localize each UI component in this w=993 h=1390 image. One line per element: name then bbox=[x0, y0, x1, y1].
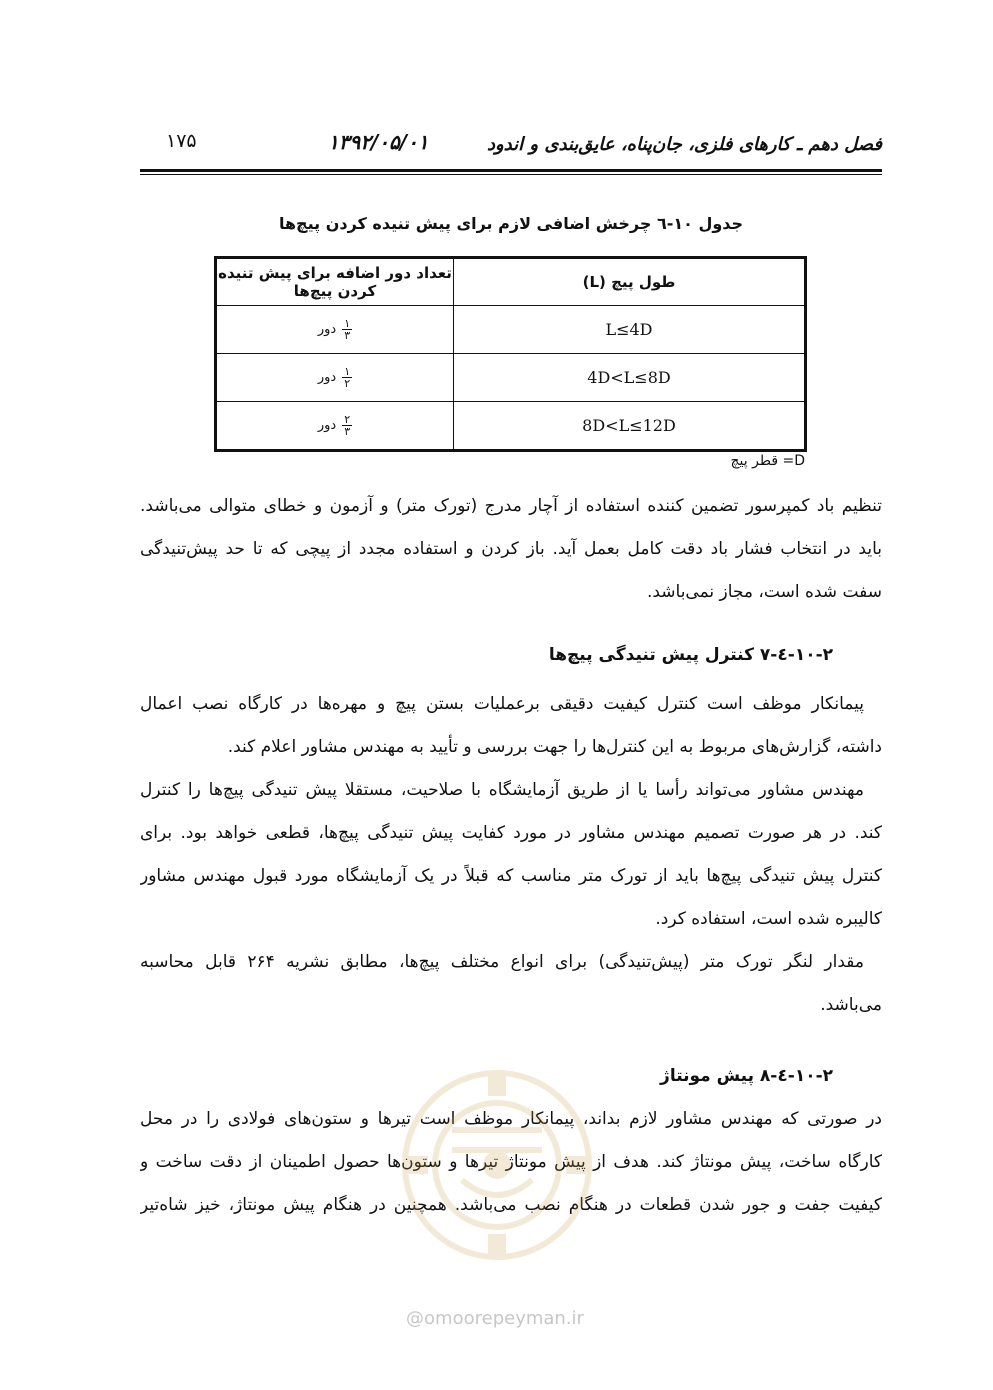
fraction: $\frac{۱}{۳}$ bbox=[344, 317, 351, 342]
text-line: کیفیت جفت و جور شدن قطعات در هنگام نصب می‌باشد. همچنین در هنگام پیش مونتاژ، خیز شاه‌تیر bbox=[140, 1195, 882, 1215]
section-heading-7: ۱۰-۲-٤-۷ کنترل پیش تنیدگی پیچ‌ها bbox=[548, 645, 833, 665]
fraction: $\frac{۲}{۳}$ bbox=[344, 413, 351, 438]
text-line: مقدار لنگر تورک متر (پیش‌تنیدگی) برای انواع مختلف پیچ‌ها، مطابق نشریه ۲۶۴ قابل محاسبه bbox=[140, 952, 864, 972]
bolt-turn-table bbox=[214, 256, 807, 452]
paragraph-engineer bbox=[140, 769, 882, 941]
section-heading-8: ۱۰-۲-٤-۸ پیش مونتاژ bbox=[660, 1066, 833, 1086]
fraction: $\frac{۱}{۲}$ bbox=[344, 365, 351, 390]
page-number: ۱۷۵ bbox=[166, 130, 197, 152]
text-line: پیمانکار موظف است کنترل کیفیت دقیقی برعملیات بستن پیچ و مهره‌ها در کارگاه نصب اعمال bbox=[140, 694, 864, 714]
text-line: داشته، گزارش‌های مربوط به این کنترل‌ها را جهت بررسی و تأیید به مهندس مشاور اعلام کند. bbox=[227, 737, 882, 757]
paragraph-compressor bbox=[140, 485, 882, 614]
chapter-title: فصل دهم ـ کارهای فلزی، جان‌پناه، عایق‌بندی و اندود bbox=[486, 134, 882, 155]
watermark-logo-icon bbox=[392, 1060, 602, 1270]
length-cell: 8D<L≤12D bbox=[582, 416, 676, 435]
header-date: ۱۳۹۲/۰۵/۰۱ bbox=[328, 130, 429, 154]
table-note: D= قطر پیچ bbox=[730, 453, 805, 469]
text-line: کند. در هر صورت تصمیم مهندس مشاور در مورد کفایت پیش تنیدگی پیچ‌ها، قطعی خواهد بود. برای bbox=[140, 823, 882, 843]
header-turns: تعداد دور اضافه برای پیش تنیده کردن پیچ‌ها bbox=[216, 258, 454, 306]
paragraph-contractor bbox=[140, 683, 882, 769]
length-cell: L≤4D bbox=[605, 320, 653, 339]
table-row bbox=[216, 306, 806, 354]
text-line: در صورتی که مهندس مشاور لازم بداند، پیمانکار موظف است تیرها و ستون‌های فولادی را در محل bbox=[140, 1109, 882, 1129]
text-line: مهندس مشاور می‌تواند رأسا یا از طریق آزمایشگاه با صلاحیت، مستقلا پیش تنیدگی پیچ‌ها را کنترل bbox=[140, 780, 864, 800]
length-cell: 4D<L≤8D bbox=[587, 368, 671, 387]
running-header bbox=[140, 128, 882, 164]
turns-cell: $\frac{۱}{۲}$ دور bbox=[216, 354, 454, 402]
watermark-site: @omoorepeyman.ir bbox=[406, 1308, 584, 1329]
text-line: می‌باشد. bbox=[820, 995, 882, 1015]
text-line: کارگاه ساخت، پیش مونتاژ کند. هدف از پیش مونتاژ تیرها و ستون‌ها حصول اطمینان از دقت ساخت و bbox=[140, 1152, 882, 1172]
text-line: کنترل پیش تنیدگی پیچ‌ها باید از تورک متر مناسب که قبلاً در یک آزمایشگاه مورد قبول مهندس مشاور bbox=[140, 866, 882, 886]
header-length: طول پیچ (L) bbox=[454, 258, 806, 306]
text-line: سفت شده است، مجاز نمی‌باشد. bbox=[646, 582, 882, 602]
table-row bbox=[216, 402, 806, 451]
header-rule-thin bbox=[140, 174, 882, 175]
paragraph-torque bbox=[140, 941, 882, 1027]
table-caption: جدول ۱۰-٦ چرخش اضافی لازم برای پیش تنیده کردن پیچ‌ها bbox=[278, 214, 744, 233]
text-line: باید در انتخاب فشار باد دقت کامل بعمل آید. باز کردن و استفاده مجدد از پیچی که تا حد پیش‌تنیدگی bbox=[140, 539, 882, 559]
turns-cell: $\frac{۲}{۳}$ دور bbox=[216, 402, 454, 451]
table-header-row bbox=[216, 258, 806, 306]
turns-cell: $\frac{۱}{۳}$ دور bbox=[216, 306, 454, 354]
header-rule-thick bbox=[140, 169, 882, 172]
text-line: کالیبره شده است، استفاده کرد. bbox=[655, 909, 882, 929]
text-line: تنظیم باد کمپرسور تضمین کننده استفاده از آچار مدرج (تورک متر) و آزمون و خطای متوالی می‌باشد. bbox=[140, 496, 882, 516]
table-row bbox=[216, 354, 806, 402]
